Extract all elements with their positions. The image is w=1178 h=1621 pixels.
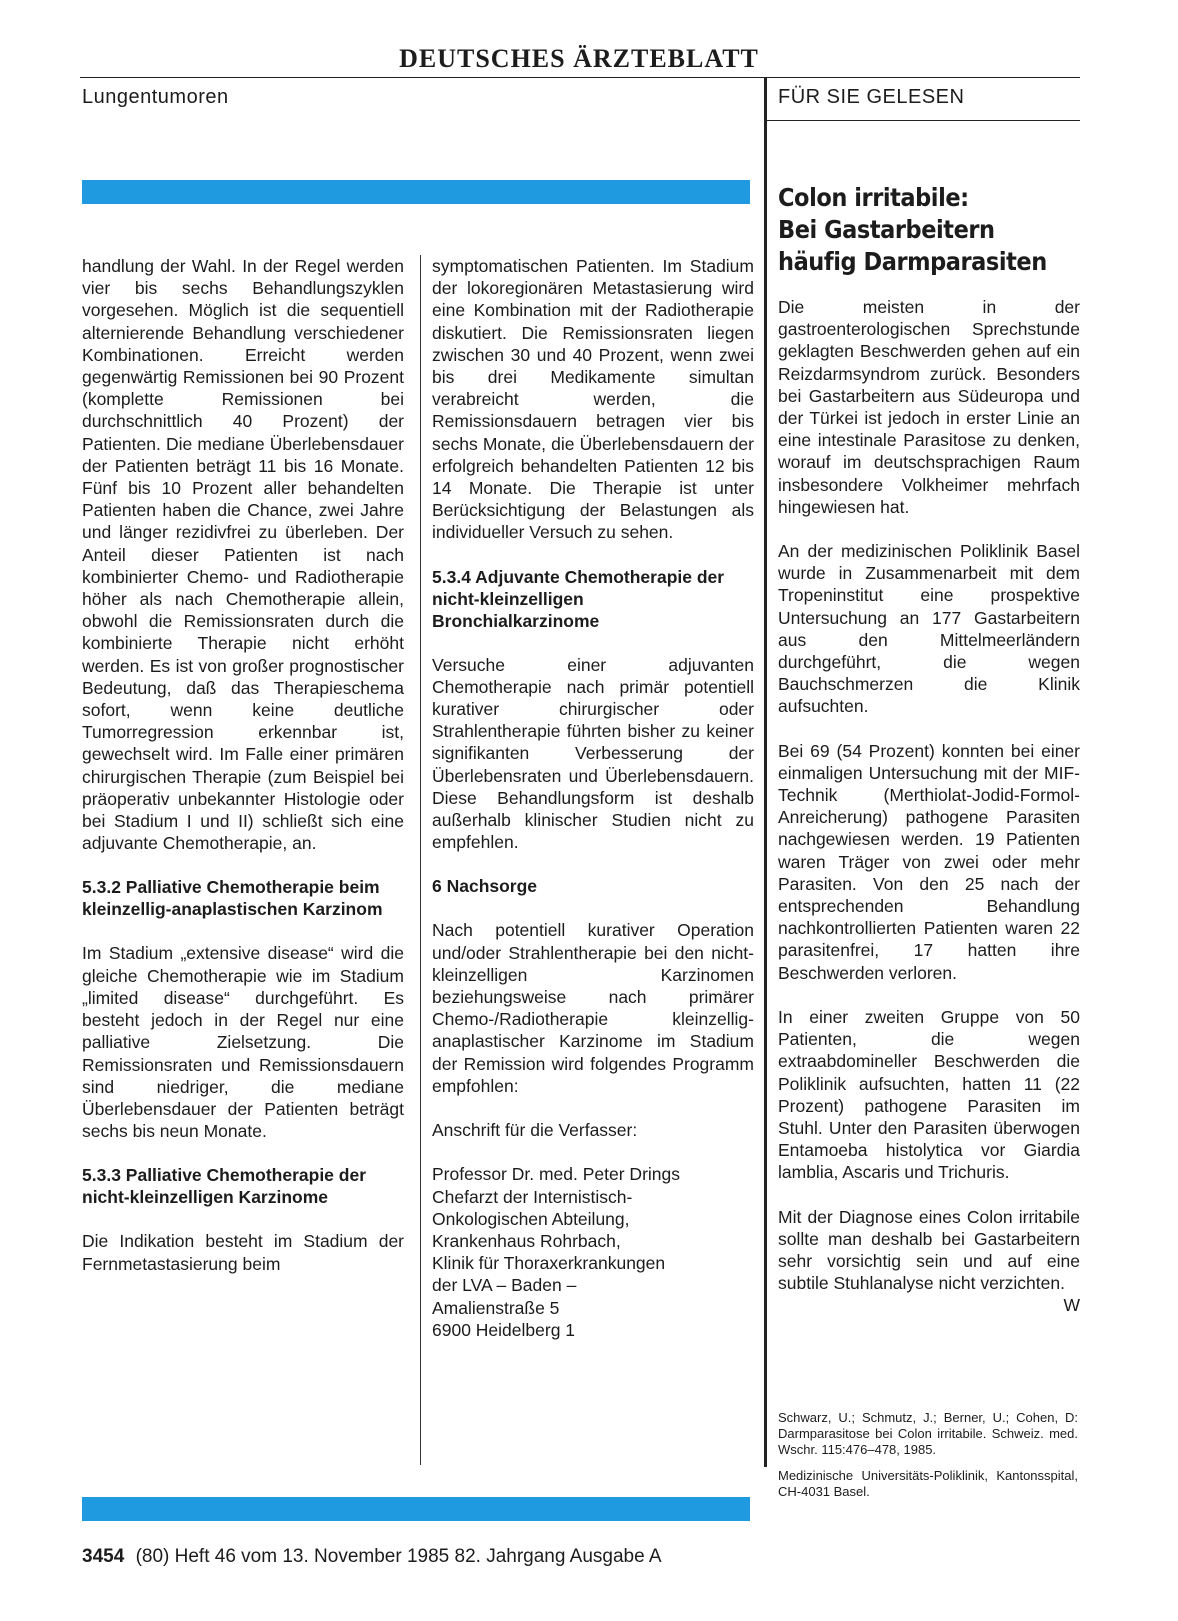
title-line: häufig Darmparasiten <box>778 247 1047 276</box>
paragraph: Die Indikation besteht im Stadium der Fernmetastasierung beim <box>82 1231 404 1274</box>
column-divider-thin <box>420 255 421 1465</box>
paragraph: Bei 69 (54 Prozent) konnten bei einer einmaligen Untersuchung mit der MIF-Technik (Merthiolat-Jodid-Formol-Anreicherung) pathogene Parasiten nachgewiesen werden. 19 Patienten waren Träger von zwei oder mehr Parasiten. Von den 25 nach der entsprechenden Behandlung nachkontrollierten Patienten waren 22 parasitenfrei, 17 hatten ihre Beschwerden verloren. <box>778 740 1080 983</box>
column-1 <box>82 255 404 1297</box>
references <box>778 1410 1078 1510</box>
address-line: Klinik für Thoraxerkrankungen <box>432 1253 666 1274</box>
section-label-left: Lungentumoren <box>82 86 229 108</box>
accent-bar-top <box>82 180 750 204</box>
page-number: 3454 <box>82 1546 125 1567</box>
heading-6: 6 Nachsorge <box>432 876 538 897</box>
address-line: der LVA – Baden – <box>432 1275 577 1296</box>
column-3-article <box>778 296 1080 1317</box>
address-line: Krankenhaus Rohrbach, <box>432 1230 621 1251</box>
affiliation: Medizinische Universitäts-Poliklinik, Kantonsspital, CH-4031 Basel. <box>778 1468 1078 1499</box>
paragraph: Nach potentiell kurativer Operation und/oder Strahlentherapie bei den nicht-kleinzelligen Karzinomen beziehungsweise nach primärer Chemo-/Radiotherapie kleinzellig-anaplastischer Karzinome im Stadium der Remission wird folgendes Programm empfohlen: <box>432 920 754 1096</box>
paragraph: Die meisten in der gastroenterologischen Sprechstunde geklagten Beschwerden gehen auf ein Reizdarmsyndrom zurück. Besonders bei Gastarbeitern aus Südeuropa und der Türkei ist jedoch in erster Linie an eine intestinale Parasitose zu denken, worauf im deutschsprachigen Raum insbesondere Volkheimer mehrfach hingewiesen hat. <box>778 297 1080 517</box>
title-line: Colon irritabile: <box>778 183 969 212</box>
footer <box>82 1546 662 1568</box>
reference: Schwarz, U.; Schmutz, J.; Berner, U.; Cohen, D: Darmparasitose bei Colon irritabile. Schweiz. med. Wschr. 115:476–478, 1985. <box>778 1410 1078 1457</box>
issue-info: (80) Heft 46 vom 13. November 1985 82. Jahrgang Ausgabe A <box>135 1546 662 1567</box>
paragraph-text: Mit der Diagnose eines Colon irritabile sollte man deshalb bei Gastarbeitern sehr vorsichtig sein und auf eine subtile Stuhlanalyse nicht verzichten. <box>778 1206 1080 1294</box>
section-label-right: FÜR SIE GELESEN <box>778 86 965 108</box>
paragraph: Im Stadium „extensive disease“ wird die gleiche Chemotherapie wie im Stadium „limited disease“ durchgeführt. Es besteht jedoch in der Regel nur eine palliative Zielsetzung. Die Remissionsraten und Remissionsdauern sind niedriger, die mediane Überlebensdauer der Patienten beträgt sechs bis neun Monate. <box>82 943 404 1142</box>
header-rule <box>80 77 1080 78</box>
paragraph: handlung der Wahl. In der Regel werden vier bis sechs Behandlungszyklen vorgesehen. Möglich ist die sequentiell alternierende Behandlung verschiedener Kombinationen. Erreicht werden gegenwärtig Remissionen bei 90 Prozent (komplette Remissionen bei durchschnittlich 40 Prozent) der Patienten. Die mediane Überlebensdauer der Patienten beträgt 11 bis 16 Monate. Fünf bis 10 Prozent aller behandelten Patienten haben die Chance, zwei Jahre und länger rezidivfrei zu überleben. Der Anteil dieser Patienten ist nach kombinierter Chemo- und Radiotherapie höher als nach Chemotherapie allein, obwohl die Remissionsraten durch die kombinierte Therapie nicht erhöht werden. Es ist von großer prognostischer Bedeutung, daß das Therapieschema sofort, wenn keine deutliche Tumorregression erkennbar ist, gewechselt wird. Im Falle einer primären chirurgischen Therapie (zum Beispiel bei präoperativ unbekannter Histologie oder bei Stadium I und II) schließt sich eine adjuvante Chemotherapie, an. <box>82 256 404 854</box>
heading-532: 5.3.2 Palliative Chemotherapie beim kleinzellig-anaplastischen Karzinom <box>82 877 383 920</box>
masthead: DEUTSCHES ÄRZTEBLATT <box>399 44 759 73</box>
paragraph: An der medizinischen Poliklinik Basel wurde in Zusammenarbeit mit dem Tropeninstitut eine prospektive Untersuchung an 177 Gastarbeitern aus den Mittelmeerländern durchgeführt, die wegen Bauchschmerzen die Klinik aufsuchten. <box>778 541 1080 717</box>
address-line: Chefarzt der Internistisch- <box>432 1186 633 1207</box>
heading-533: 5.3.3 Palliative Chemotherapie der nicht-kleinzelligen Karzinome <box>82 1165 367 1208</box>
address-line: Onkologischen Abteilung, <box>432 1208 630 1229</box>
address-line: Professor Dr. med. Peter Drings <box>432 1164 680 1185</box>
accent-bar-bottom <box>82 1497 750 1521</box>
address-line: 6900 Heidelberg 1 <box>432 1319 576 1340</box>
column-divider-thick <box>764 77 767 1467</box>
address-line: Amalienstraße 5 <box>432 1297 560 1318</box>
paragraph: symptomatischen Patienten. Im Stadium der lokoregionären Metastasierung wird eine Kombination mit der Radiotherapie diskutiert. Die Remissionsraten liegen zwischen 30 und 40 Prozent, wenn zwei bis drei Medikamente simultan verabreicht werden, die Remissionsdauern betragen vier bis sechs Monate, die Überlebensdauern der erfolgreich behandelten Patienten 12 bis 14 Monate. Die Therapie ist unter Berücksichtigung der Belastungen als individueller Versuch zu sehen. <box>432 256 754 543</box>
heading-534: 5.3.4 Adjuvante Chemotherapie der nicht-kleinzelligen Bronchialkarzinome <box>432 566 725 631</box>
author-signature: W <box>1063 1295 1080 1316</box>
paragraph-final <box>778 1206 1080 1316</box>
column-2 <box>432 255 754 1363</box>
title-line: Bei Gastarbeitern <box>778 215 995 244</box>
article-title <box>778 182 1048 278</box>
author-address <box>432 1163 754 1341</box>
paragraph: Versuche einer adjuvanten Chemotherapie nach primär potentiell kurativer chirurgischer oder Strahlentherapie führten bisher zu keiner signifikanten Verbesserung der Überlebensraten und Überlebensdauern. Diese Behandlungsform ist deshalb außerhalb klinischer Studien nicht zu empfehlen. <box>432 654 754 853</box>
address-intro: Anschrift für die Verfasser: <box>432 1120 638 1141</box>
paragraph: In einer zweiten Gruppe von 50 Patienten, die wegen extraabdomineller Beschwerden die Poliklinik aufsuchten, hatten 11 (22 Prozent) pathogene Parasiten im Stuhl. Unter den Parasiten überwogen Entamoeba histolytica vor Giardia lamblia, Ascaris und Trichuris. <box>778 1006 1080 1183</box>
section-rule-right <box>766 120 1080 121</box>
